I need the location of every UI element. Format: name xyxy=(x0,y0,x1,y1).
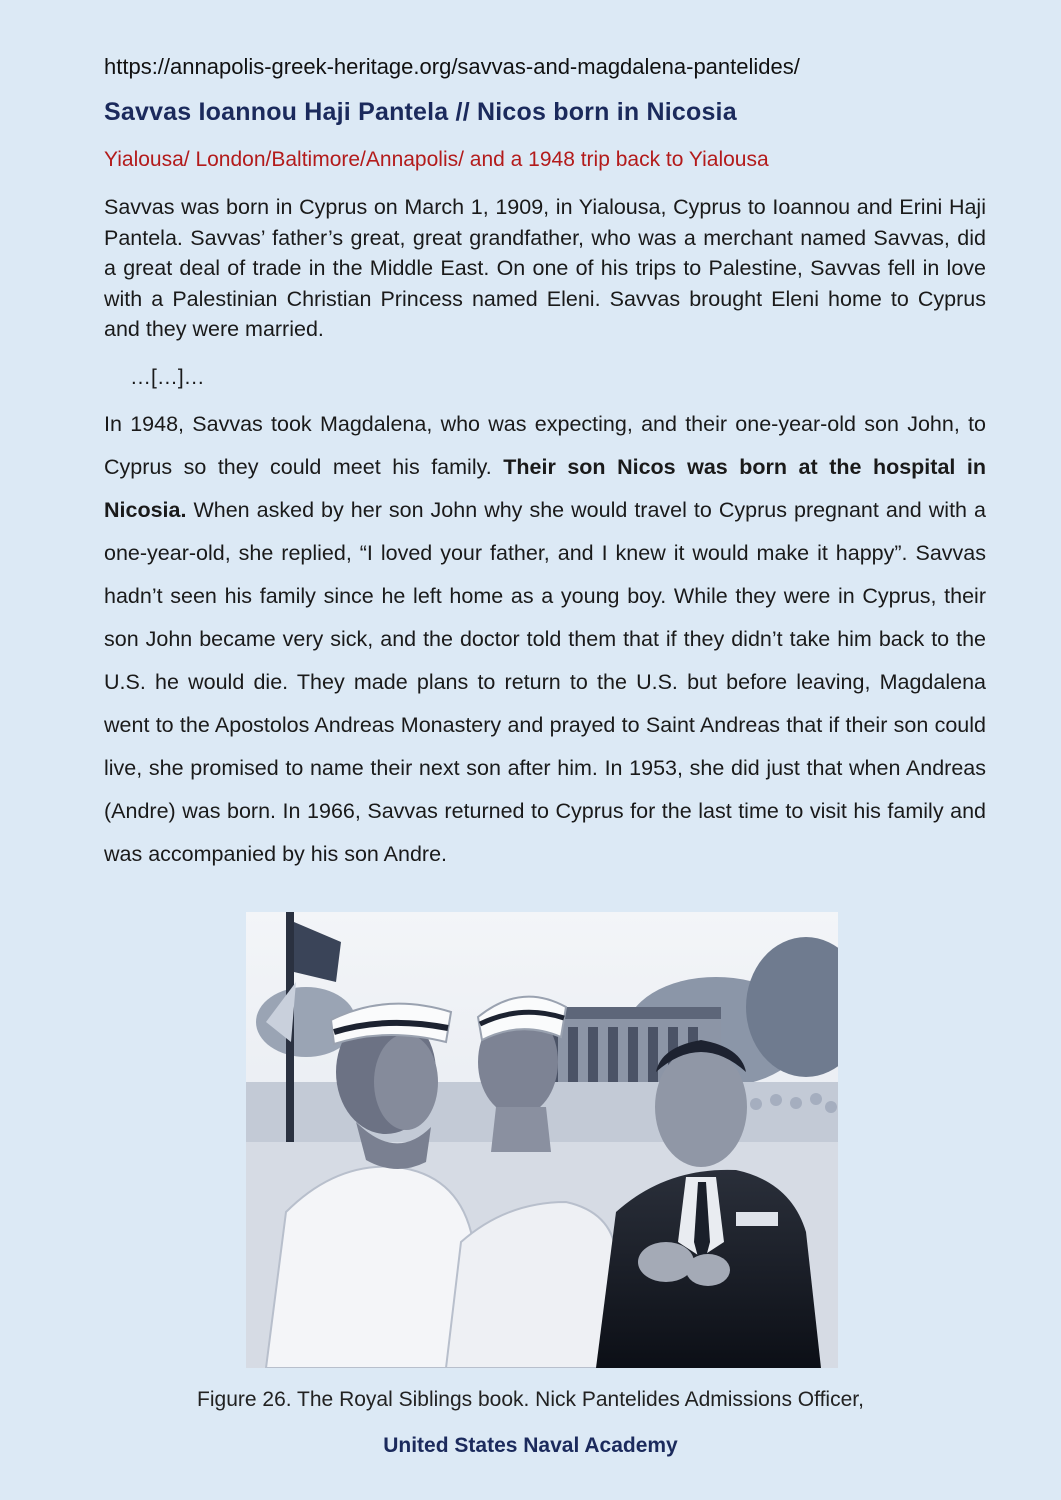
omission-marker: …[…]… xyxy=(130,366,205,389)
paragraph-text-before: In 1948, Savvas took Magdalena, who was expecting, and their one-year-old son John, to Cyprus so they could meet his family. xyxy=(104,412,986,479)
paragraph-origin: Savvas was born in Cyprus on March 1, 1909, in Yialousa, Cyprus to Ioannou and Erini Haji Pantela. Savvas’ father’s great, great grandfather, who was a merchant named Savvas, did a great deal of trade in the Middle East. On one of his trips to Palestine, Savvas fell in love with a Palestinian Christian Princess named Eleni. Savvas brought Eleni home to Cyprus and they were married. xyxy=(104,195,986,341)
paragraph-bold-highlight: Their son Nicos was born at the hospital in Nicosia. xyxy=(104,455,986,522)
figure-caption-organization: United States Naval Academy xyxy=(383,1434,678,1457)
source-url: https://annapolis-greek-heritage.org/savvas-and-magdalena-pantelides/ xyxy=(104,54,800,79)
page-title: Savvas Ioannou Haji Pantela // Nicos born in Nicosia xyxy=(104,98,737,126)
page-subtitle: Yialousa/ London/Baltimore/Annapolis/ and a 1948 trip back to Yialousa xyxy=(104,148,769,171)
figure-photo xyxy=(246,912,838,1368)
figure-caption: Figure 26. The Royal Siblings book. Nick Pantelides Admissions Officer, xyxy=(197,1388,864,1411)
paragraph-1948-trip xyxy=(104,403,986,876)
photo-illustration xyxy=(246,912,838,1368)
paragraph-text-after: When asked by her son John why she would travel to Cyprus pregnant and with a one-year-old, she replied, “I loved your father, and I knew it would make it happy”. Savvas hadn’t seen his family since he left home as a young boy. While they were in Cyprus, their son John became very sick, and the doctor told them that if they didn’t take him back to the U.S. he would die. They made plans to return to the U.S. but before leaving, Magdalena went to the Apostolos Andreas Monastery and prayed to Saint Andreas that if their son could live, she promised to name their next son after him. In 1953, she did just that when Andreas (Andre) was born. In 1966, Savvas returned to Cyprus for the last time to visit his family and was accompanied by his son Andre. xyxy=(104,498,986,866)
